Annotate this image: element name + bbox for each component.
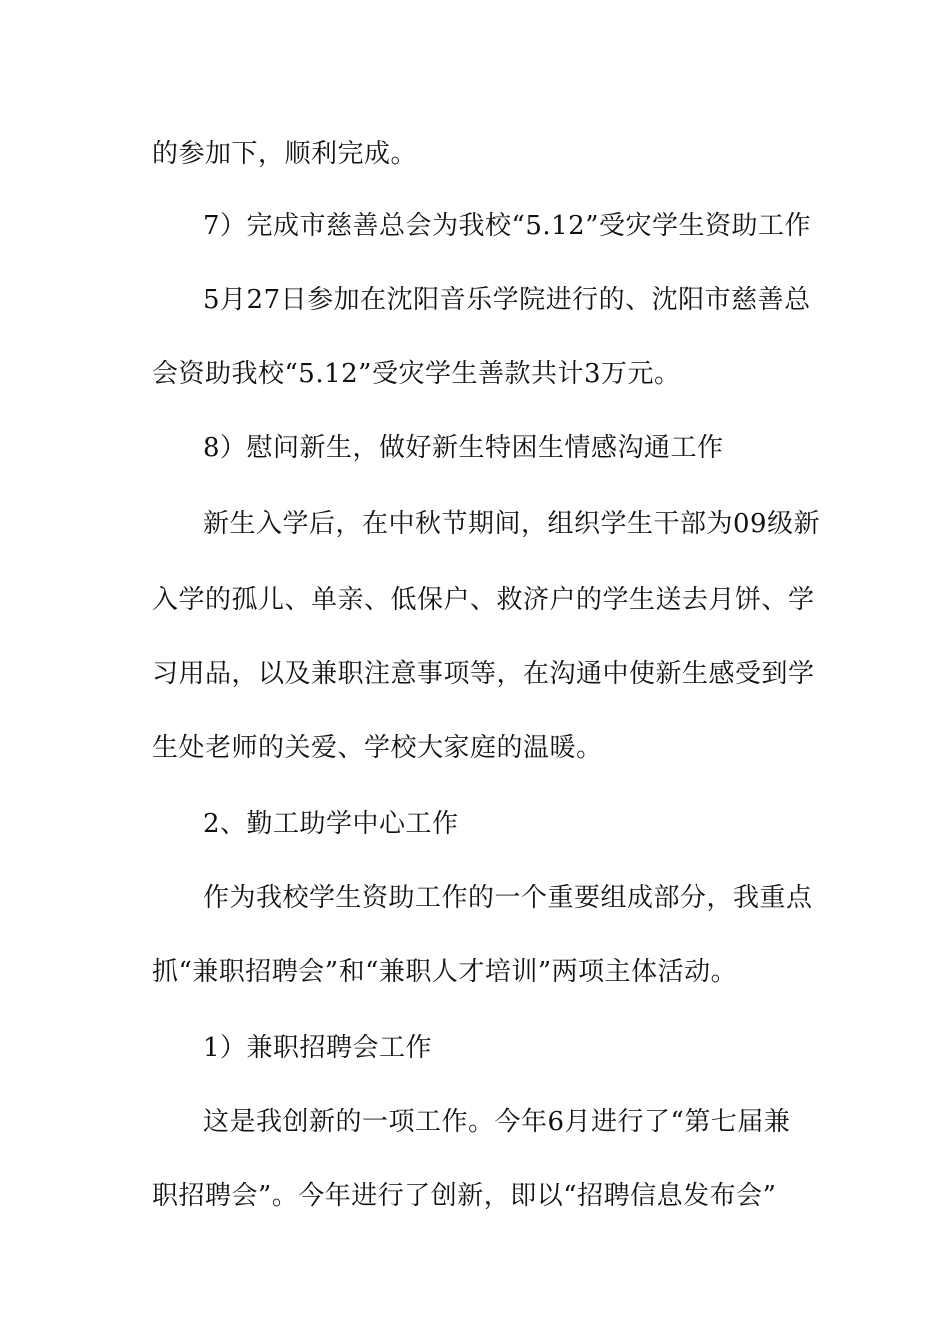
text-line-2: 7）完成市慈善总会为我校“5.12”受灾学生资助工作 (203, 211, 812, 241)
text-line-9: 生处老师的关爱、学校大家庭的温暖。 (152, 733, 603, 763)
text-line-10: 2、勤工助学中心工作 (203, 809, 459, 839)
text-line-5: 8）慰问新生，做好新生特困生情感沟通工作 (203, 433, 724, 463)
text-line-1: 的参加下，顺利完成。 (152, 139, 418, 169)
text-line-4: 会资助我校“5.12”受灾学生善款共计3万元。 (152, 359, 681, 389)
text-line-8: 习用品，以及兼职注意事项等，在沟通中使新生感受到学 (152, 659, 815, 689)
text-line-12: 抓“兼职招聘会”和“兼职人才培训”两项主体活动。 (152, 957, 738, 987)
text-line-14: 这是我创新的一项工作。今年6月进行了“第七届兼 (203, 1107, 791, 1137)
text-line-3: 5月27日参加在沈阳音乐学院进行的、沈阳市慈善总 (203, 285, 811, 315)
text-line-13: 1）兼职招聘会工作 (203, 1033, 433, 1063)
text-line-15: 职招聘会”。今年进行了创新，即以“招聘信息发布会” (152, 1181, 777, 1211)
text-line-7: 入学的孤儿、单亲、低保户、救济户的学生送去月饼、学 (152, 585, 815, 615)
text-line-6: 新生入学后，在中秋节期间，组织学生干部为09级新 (203, 509, 821, 539)
text-line-11: 作为我校学生资助工作的一个重要组成部分，我重点 (203, 883, 813, 913)
